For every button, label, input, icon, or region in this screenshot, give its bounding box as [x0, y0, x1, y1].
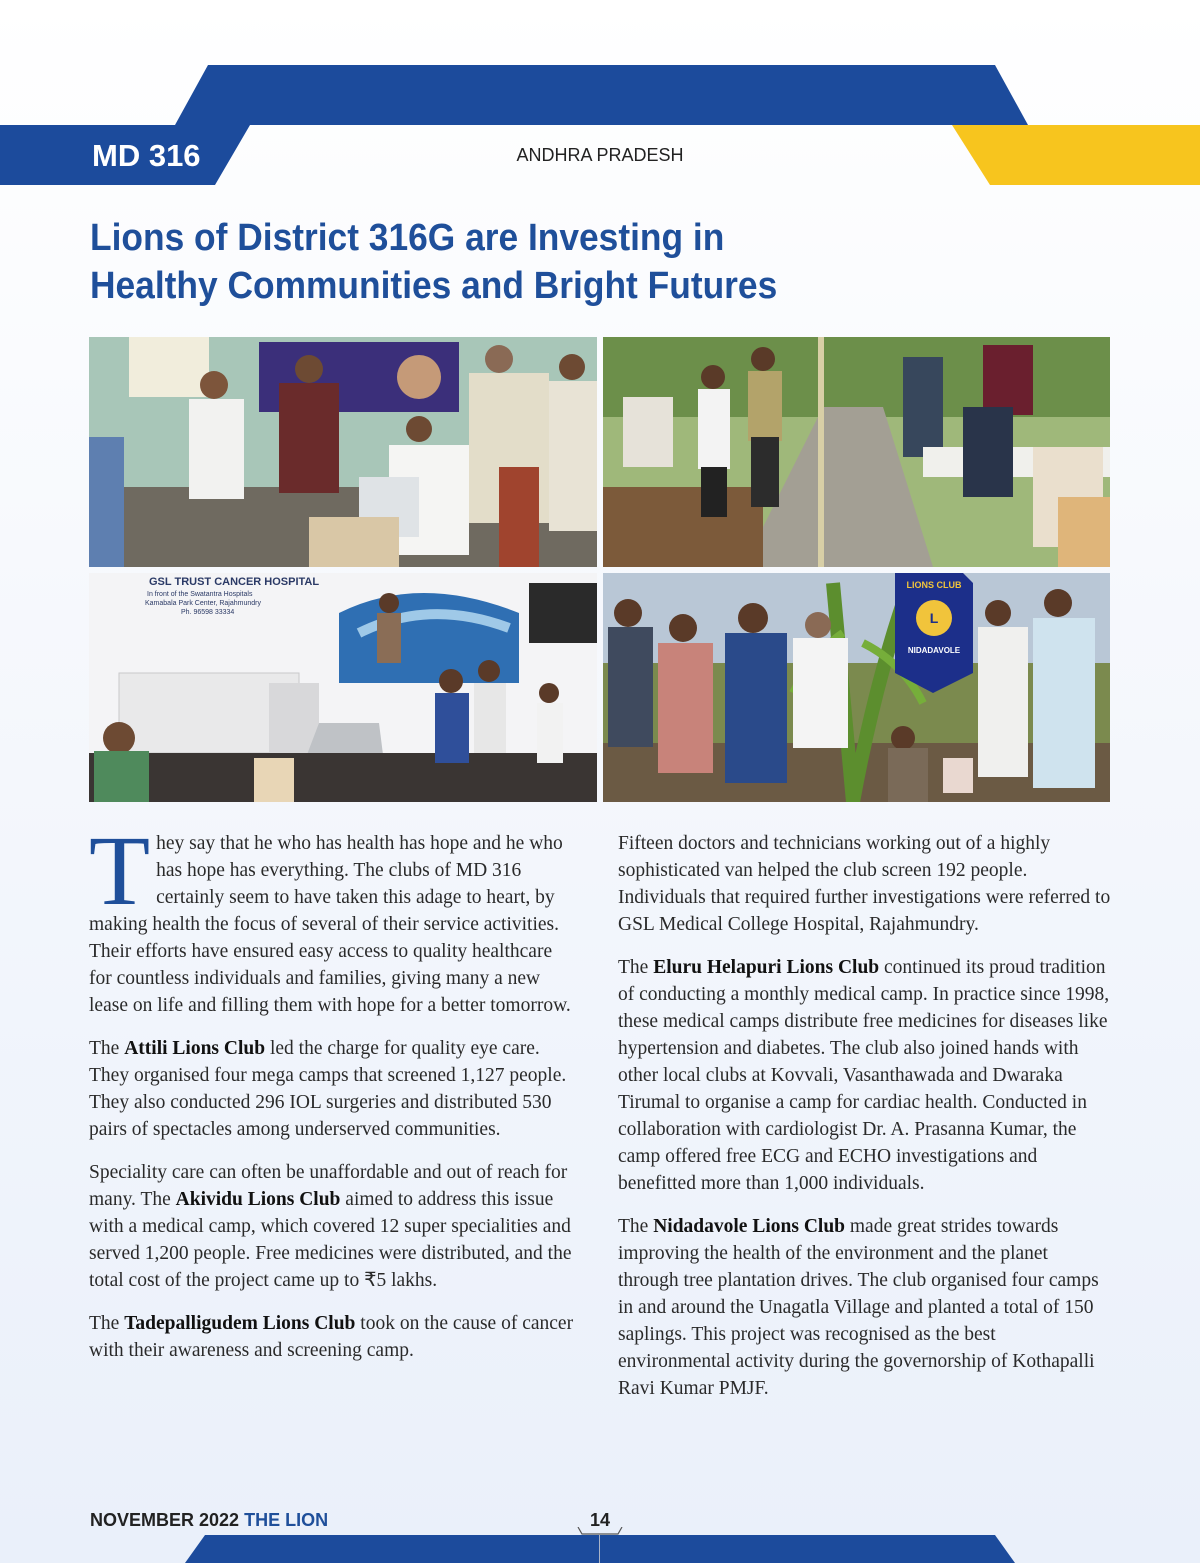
header-blue-top-shape	[175, 65, 1028, 125]
title-line-2: Healthy Communities and Bright Futures	[90, 265, 778, 307]
p6-rest: continued its proud tradition of conducting a monthly medical camp. In practice since 1998, these medical camps distribute free medicines for diseases like hypertension and diabetes. The club also joined hands with other local clubs at Kovvali, Vasanthawada and Dwaraka Tirumal to organise a camp for cardiac health. Conducted in collaboration with cardiologist Dr. A. Prasanna Kumar, the camp offered free ECG and ECHO investigations and benefitted more than 1,000 individuals.	[618, 957, 1110, 1194]
banner-text-lions-club: LIONS CLUB	[906, 580, 962, 590]
club-name-eluru: Eluru Helapuri Lions Club	[653, 957, 880, 978]
p4-pre: The	[89, 1313, 125, 1334]
intro-paragraph	[89, 815, 574, 1019]
page-number-bracket	[578, 1527, 622, 1534]
footer-magazine-name: THE LION	[244, 1510, 329, 1530]
p4-rest: took on the cause of cancer with their awareness and screening camp.	[89, 1313, 574, 1361]
p6-pre: The	[618, 957, 654, 978]
bus-sign-line-2: In front of the Swatantra Hospitals	[147, 591, 253, 598]
p3-rest: aimed to address this issue with a medical camp, which covered 12 super specialities and served 1,200 people. Free medicines were distributed, and the total cost of the project came up to ₹5 lakhs.	[89, 1189, 572, 1291]
bus-sign-line-4: Ph. 96598 33334	[181, 609, 235, 616]
club-name-akividu: Akividu Lions Club	[175, 1189, 341, 1210]
article-title	[90, 214, 834, 310]
footer-band	[0, 1527, 1200, 1563]
text-column-left	[89, 815, 574, 1380]
photo-eye-camp	[89, 337, 597, 567]
intro-text: hey say that he who has health has hope and he who has hope has everything. The clubs of MD 316 certainly seem to have taken this adage to heart, by making health the focus of several of their service activities. Their efforts have ensured easy access to quality healthcare for countless individuals and families, giving many a new lease on life and filling them with hope for a better tomorrow.	[89, 833, 571, 1016]
text-column-right	[618, 830, 1112, 1418]
drop-cap: T	[89, 815, 151, 926]
district-label: MD 316	[92, 138, 201, 173]
photo-cancer-screening-bus	[89, 573, 597, 802]
footer-divider	[599, 1535, 600, 1563]
club-name-tadepalligudem: Tadepalligudem Lions Club	[124, 1313, 356, 1334]
banner-text-nidadavole: NIDADAVOLE	[907, 646, 961, 655]
p7-pre: The	[618, 1216, 654, 1237]
photo-tree-plantation	[603, 573, 1110, 802]
paragraph-nidadavole	[618, 1213, 1112, 1402]
club-name-attili: Attili Lions Club	[124, 1038, 266, 1059]
svg-text:L: L	[929, 610, 939, 626]
club-name-nidadavole: Nidadavole Lions Club	[653, 1216, 846, 1237]
p3-pre: Speciality care can often be unaffordable and out of reach for many. The	[89, 1162, 568, 1210]
paragraph-attili	[89, 1035, 574, 1143]
paragraph-van-screening: Fifteen doctors and technicians working out of a highly sophisticated van helped the club screen 192 people. Individuals that required further investigations were referred to GSL Medical College Hospital, Rajahmundry.	[618, 833, 1111, 935]
p7-rest: made great strides towards improving the health of the environment and the planet through tree plantation drives. The club organised four camps in and around the Unagatla Village and planted a total of 150 saplings. This project was recognised as the best environmental activity during the governorship of Kothapalli Ravi Kumar PMJF.	[618, 1216, 1099, 1399]
bus-sign-line-1: GSL TRUST CANCER HOSPITAL	[149, 576, 320, 588]
title-line-1: Lions of District 316G are Investing in	[90, 217, 725, 259]
p2-pre: The	[89, 1038, 125, 1059]
paragraph-eluru	[618, 954, 1112, 1197]
footer-issue-date: NOVEMBER 2022	[90, 1510, 240, 1530]
region-label: ANDHRA PRADESH	[516, 145, 684, 165]
photo-medical-camp-outdoor	[603, 337, 1110, 567]
paragraph-tadepalligudem	[89, 1310, 574, 1364]
p2-rest: led the charge for quality eye care. They organised four mega camps that screened 1,127 people. They also conducted 296 IOL surgeries and distributed 530 pairs of spectacles among underserved communities.	[89, 1038, 567, 1140]
bus-sign-line-3: Kamabala Park Center, Rajahmundry	[145, 600, 261, 607]
paragraph-akividu	[89, 1159, 574, 1294]
page-number: 14	[589, 1510, 611, 1530]
